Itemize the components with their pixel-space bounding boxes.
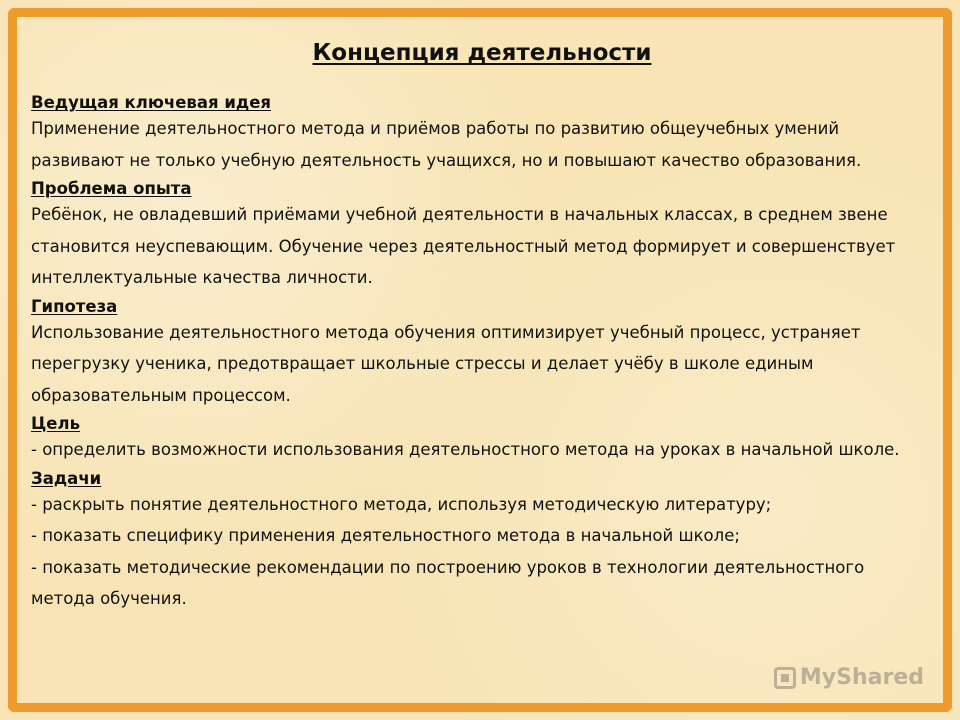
section-heading: Задачи — [31, 468, 102, 488]
section-tasks — [31, 468, 933, 615]
section-text: - определить возможности использования деятельностного метода на уроках в начальной школе. — [31, 440, 900, 459]
section-hypothesis — [31, 296, 933, 412]
watermark-text: MyShared — [799, 665, 924, 690]
section-text: Ребёнок, не овладевший приёмами учебной деятельности в начальных классах, в среднем звене становится неуспевающим. Обучение через деятельностный метод формирует и совершенствует интеллектуальные качества личности. — [31, 205, 896, 287]
section-heading: Цель — [31, 414, 81, 433]
slide-content — [31, 38, 933, 615]
task-item: - показать методические рекомендации по построению уроков в технологии деятельностного метода обучения. — [31, 557, 865, 608]
section-problem — [31, 178, 933, 294]
section-text: Использование деятельностного метода обучения оптимизирует учебный процесс, устраняет перегрузку ученика, предотвращает школьные стрессы и делает учёбу в школе единым образовательным процессом. — [31, 322, 861, 405]
section-heading: Гипотеза — [31, 296, 118, 316]
section-goal — [31, 413, 933, 466]
section-key-idea — [31, 92, 933, 176]
section-heading: Проблема опыта — [31, 179, 192, 198]
task-item: - раскрыть понятие деятельностного метода, используя методическую литературу; — [31, 494, 772, 514]
section-text: Применение деятельностного метода и приёмов работы по развитию общеучебных умений развивают не только учебную деятельность учащихся, но и повышают качество образования. — [31, 119, 862, 170]
task-item: - показать специфику применения деятельностного метода в начальной школе; — [31, 526, 740, 545]
slide-title: Концепция деятельности — [312, 40, 652, 66]
section-heading: Ведущая ключевая идея — [31, 93, 271, 112]
